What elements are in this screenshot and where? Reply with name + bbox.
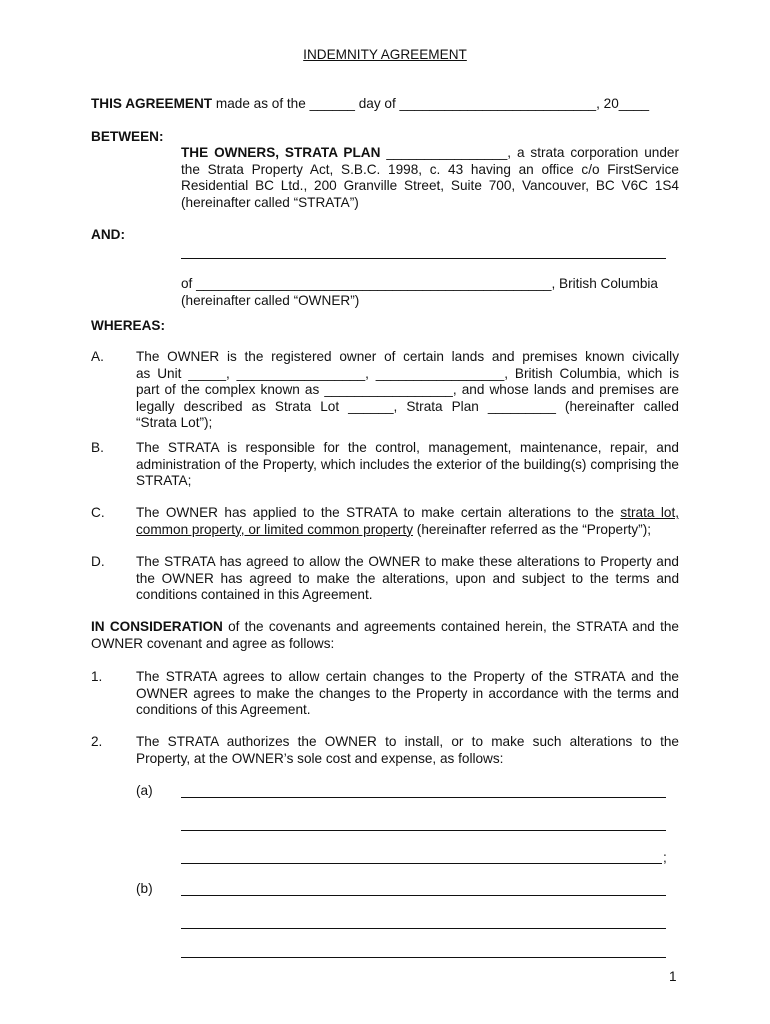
fill-in-rule [181, 928, 666, 929]
consideration-paragraph: IN CONSIDERATION of the covenants and agreements contained herein, the STRATA and the OWNER covenant and agree as follows: [91, 619, 679, 651]
strata-party-block [181, 145, 679, 211]
strata-line-3: Residential BC Ltd., 200 Granville Street, Suite 700, Vancouver, BC V6C 1S4 [181, 178, 679, 194]
intro-rest: made as of the ______ day of __________________________, 20____ [212, 96, 649, 111]
strata-line-4: (hereinafter called “STRATA”) [181, 194, 359, 210]
clause-label: 2. [91, 734, 103, 749]
property-type-underlined: common property, or limited common property [136, 521, 414, 537]
recital-d: The STRATA has agreed to allow the OWNER to make these alterations to Property and the OWNER has agreed to make the alterations, upon and subject to the terms and conditions contained in this Agreement. [136, 554, 679, 603]
whereas-label: WHEREAS: [91, 318, 166, 333]
fill-in-rule [181, 863, 662, 864]
agreement-intro [91, 96, 649, 111]
between-label: BETWEEN: [91, 129, 164, 144]
clause-1: The STRATA agrees to allow certain changes to the Property of the STRATA and the OWNER agrees to make the changes to the Property in accordance with the terms and conditions of this Agreement. [136, 669, 679, 718]
owner-party-block [181, 276, 679, 309]
clause-2: The STRATA authorizes the OWNER to install, or to make such alterations to the Property, at the OWNER’s sole cost and expense, as follows: [136, 734, 679, 766]
strata-line-1: THE OWNERS, STRATA PLAN ________________, a strata corporation under [181, 145, 679, 160]
fill-in-rule [181, 957, 666, 958]
page-number: 1 [669, 969, 677, 984]
strata-line-2: the Strata Property Act, S.B.C. 1998, c. 43 having an office c/o FirstService [181, 161, 679, 177]
owner-line-2: (hereinafter called “OWNER”) [181, 292, 360, 308]
consideration-lead: IN CONSIDERATION [91, 619, 223, 634]
fill-in-rule [181, 797, 666, 798]
subclause-label: (b) [136, 881, 153, 896]
recital-label: A. [91, 349, 104, 364]
owner-name-rule [181, 258, 666, 259]
subclause-end-mark: ; [663, 850, 667, 865]
recital-c: The OWNER has applied to the STRATA to make certain alterations to the strata lot, common property, or limited common property (hereinafter referred as the “Property”); [136, 505, 679, 537]
recital-label: C. [91, 505, 105, 520]
document-title: INDEMNITY AGREEMENT [303, 47, 467, 62]
intro-lead: THIS AGREEMENT [91, 96, 213, 111]
owner-line-1: of _______________________________________________, British Columbia [181, 276, 658, 291]
fill-in-rule [181, 895, 666, 896]
fill-in-rule [181, 830, 666, 831]
subclause-label: (a) [136, 783, 153, 798]
and-label: AND: [91, 227, 125, 242]
recital-a: The OWNER is the registered owner of certain lands and premises known civically as Unit _____, _________________, _________________, British Columbia, which is part of the complex known as _________________, and whose lands and premises are legally described as Strata Lot ______, Strata Plan _________ (hereinafter called “Strata Lot”); [136, 349, 679, 431]
clause-label: 1. [91, 669, 103, 684]
recital-label: B. [91, 440, 104, 455]
recital-label: D. [91, 554, 105, 569]
recital-b: The STRATA is responsible for the control, management, maintenance, repair, and administration of the Property, which includes the exterior of the building(s) comprising the STRATA; [136, 440, 679, 489]
property-type-underlined: strata lot, [620, 505, 679, 520]
strata-name: THE OWNERS, STRATA PLAN [181, 145, 381, 160]
